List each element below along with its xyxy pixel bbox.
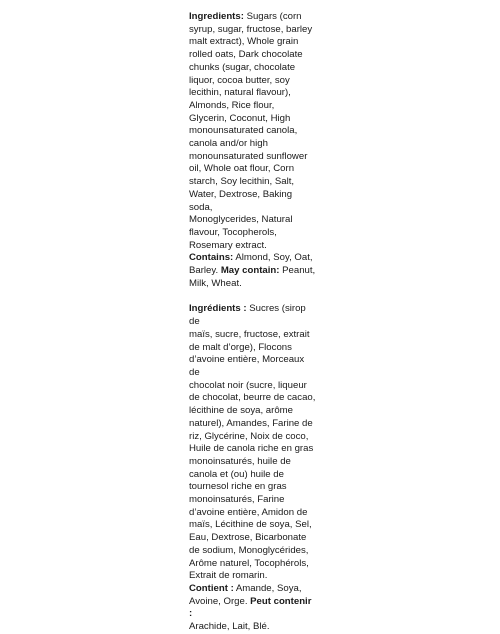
may-contain-text-en: Peanut, Milk, Wheat. [189, 265, 316, 289]
section-gap [189, 290, 317, 303]
may-contain-label-en: May contain: [220, 265, 280, 277]
ingredients-text-en: Sugars (corn syrup, sugar, fructose, barley malt extract), Whole grain rolled oats, Dark chocolate chunks (sugar, chocolate liquor, cocoa butter, soy lecithin, natural flavour), Almonds, Rice flour, Glycerin, Coconut, High monounsaturated canola, canola and/or high monounsaturated sunflower oil, Whole oat flour, Corn starch, Soy lecithin, Salt, Water, Dextrose, Baking soda, Monoglycerides, Natural flavour, Tocopherols, Rosemary extract. [189, 11, 313, 251]
ingredients-label-en: Ingredients: [189, 11, 244, 22]
contains-label-fr: Contient : [189, 582, 234, 594]
ingredients-text-fr: Sucres (sirop de maïs, sucre, fructose, extrait de malt d’orge), Flocons d’avoine entière, Morceaux de chocolat noir (sucre, liqueur de chocolat, beurre de cacao, lécithine de soya, arôme naturel), Amandes, Farine de riz, Glycérine, Noix de coco, Huile de canola riche en gras monoinsaturés, huile de canola et (ou) huile de tournesol riche en gras monoinsaturés, Farine d’avoine entière, Amidon de maïs, Lécithine de soya, Sel, Eau, Dextrose, Bicarbonate de sodium, Monoglycérides, Arôme naturel, Tocophérols, Extrait de romarin. [189, 303, 316, 582]
ingredients-french [189, 303, 317, 633]
contains-text-en: Almond, Soy, Oat, Barley. [189, 252, 313, 277]
ingredients-english [189, 11, 317, 290]
ingredients-label-fr: Ingrédients : [189, 303, 247, 315]
contains-text-fr: Amande, Soya, Avoine, Orge. [189, 582, 302, 607]
may-contain-text-fr: Arachide, Lait, Blé. [189, 621, 270, 633]
contains-label-en: Contains: [189, 252, 234, 264]
ingredients-panel [189, 11, 317, 634]
may-contain-label-fr: Peut contenir : [189, 595, 312, 620]
